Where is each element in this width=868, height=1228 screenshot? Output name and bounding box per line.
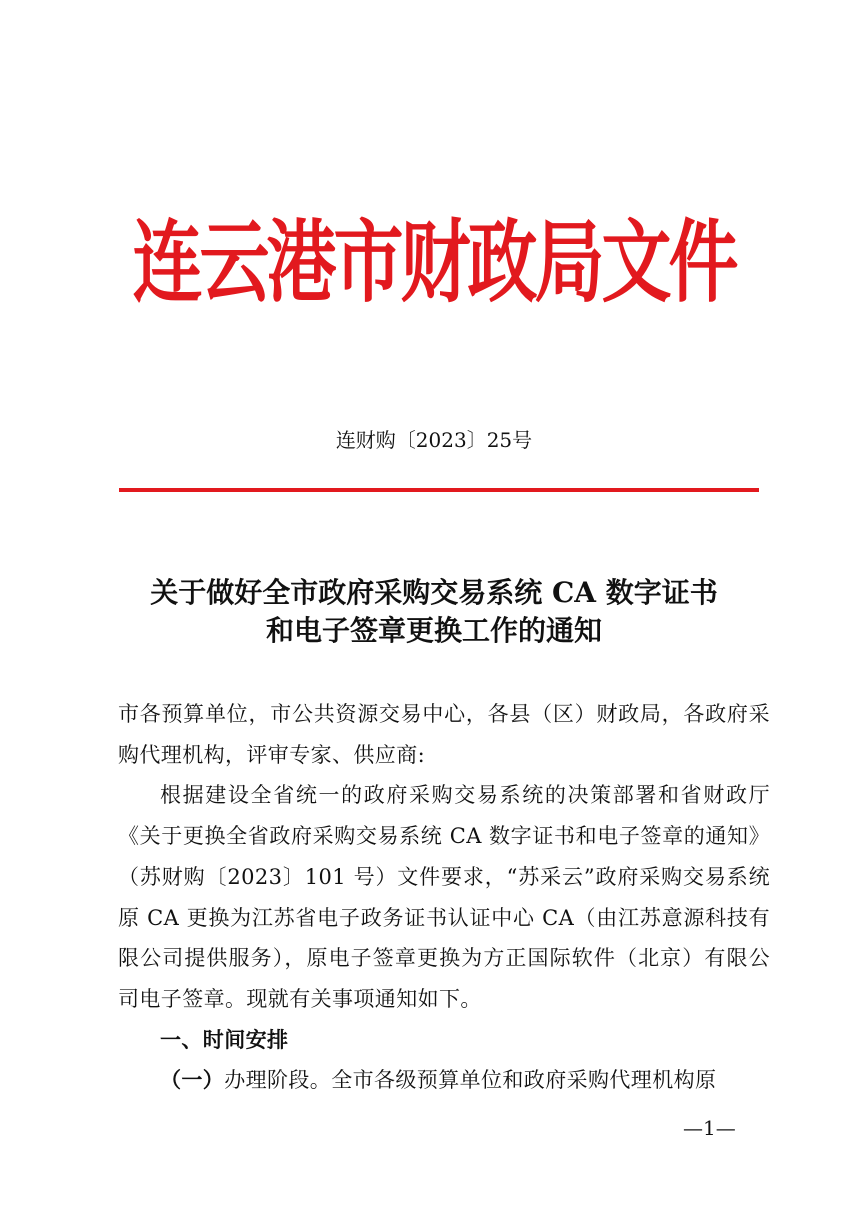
subsection-1-paragraph bbox=[118, 1060, 770, 1101]
notice-body bbox=[118, 694, 770, 1101]
document-number: 连财购〔2023〕25号 bbox=[335, 428, 533, 452]
notice-title-line-2: 和电子签章更换工作的通知 bbox=[265, 614, 602, 647]
subsection-1-label: （一） bbox=[160, 1067, 225, 1093]
page-number: —1— bbox=[683, 1116, 736, 1140]
addressees-paragraph: 市各预算单位，市公共资源交易中心，各县（区）财政局，各政府采购代理机构，评审专家、供应商: bbox=[118, 702, 770, 767]
subsection-1-text: 全市各级预算单位和政府采购代理机构原 bbox=[331, 1068, 717, 1093]
body-paragraph-1: 根据建设全省统一的政府采购交易系统的决策部署和省财政厅《关于更换全省政府采购交易系统 CA 数字证书和电子签章的通知》（苏财购〔2023〕101 号）文件要求，“苏采云”政府采购交易系统原 CA 更换为江苏省电子政务证书认证中心 CA（由江苏意源科技有限公司提供服务），原电子签章更换为方正国际软件（北京）有限公司电子签章。现就有关事项通知如下。 bbox=[118, 783, 770, 1011]
notice-title bbox=[80, 574, 788, 650]
masthead-title: 连云港市财政局文件 bbox=[132, 208, 736, 316]
notice-title-line-1: 关于做好全市政府采购交易系统 CA 数字证书 bbox=[150, 576, 718, 609]
subsection-1-title: 办理阶段。 bbox=[224, 1068, 332, 1093]
red-divider-line bbox=[119, 488, 759, 492]
section-heading-time-arrangement: 一、时间安排 bbox=[160, 1027, 289, 1052]
